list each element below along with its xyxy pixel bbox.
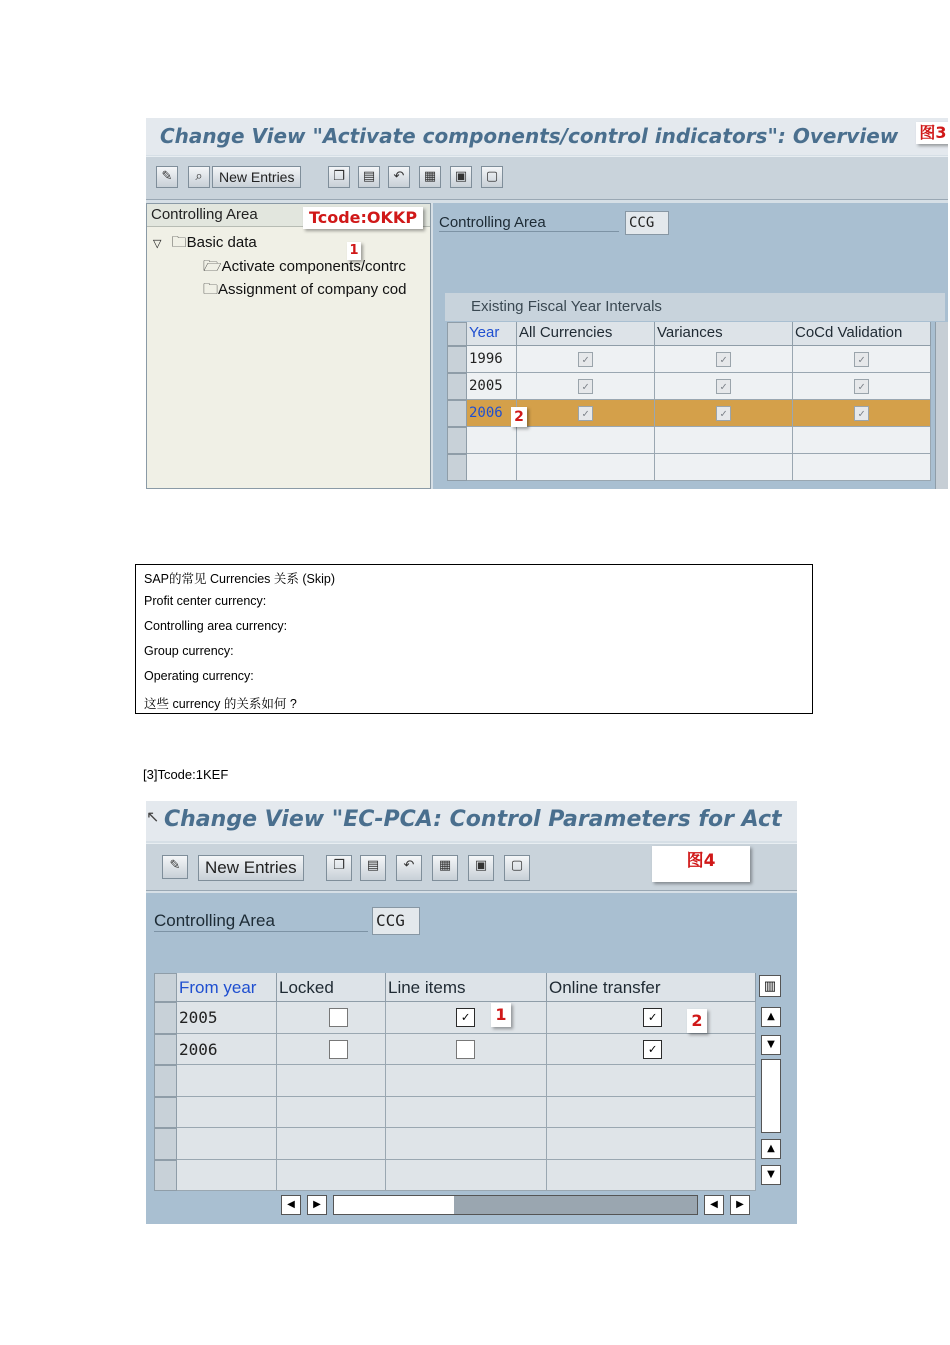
scroll-left-icon[interactable]: ◀ bbox=[281, 1195, 301, 1215]
online-transfer-cell bbox=[547, 1002, 756, 1034]
column-header-line-items[interactable]: Line items bbox=[386, 973, 547, 1002]
cocd-validation-cell bbox=[793, 454, 931, 481]
select-block-icon[interactable]: ▣ bbox=[468, 855, 494, 881]
variances-cell bbox=[655, 400, 793, 427]
copy-icon[interactable]: ❐ bbox=[328, 166, 350, 188]
deselect-all-icon[interactable]: ▢ bbox=[504, 855, 530, 881]
vertical-scrollbar[interactable] bbox=[758, 1003, 784, 1193]
tree-item-assignment-company-code[interactable] bbox=[203, 279, 427, 304]
online-transfer-cell bbox=[547, 1097, 756, 1129]
line-items-cell bbox=[386, 1034, 547, 1066]
all-currencies-cell bbox=[517, 454, 655, 481]
locked-cell bbox=[277, 1160, 386, 1192]
column-header-online-transfer[interactable]: Online transfer bbox=[547, 973, 756, 1002]
folder-icon: 🗀 bbox=[203, 281, 219, 298]
marker-1: 1 bbox=[347, 242, 361, 260]
deselect-all-icon[interactable]: ▢ bbox=[481, 166, 503, 188]
scroll-down-icon[interactable]: ▼ bbox=[761, 1035, 781, 1055]
tree-item-label: Assignment of company cod bbox=[218, 281, 407, 298]
variances-cell bbox=[655, 373, 793, 400]
locked-checkbox[interactable] bbox=[329, 1008, 348, 1027]
locked-cell bbox=[277, 1097, 386, 1129]
window-title: Change View "Activate components/control indicators": Overview bbox=[160, 124, 899, 148]
cocd-validation-cell bbox=[793, 373, 931, 400]
notes-line: Group currency: bbox=[144, 644, 234, 658]
scroll-right-icon[interactable]: ▶ bbox=[307, 1195, 327, 1215]
line-items-cell bbox=[386, 1160, 547, 1192]
cocd-validation-cell bbox=[793, 346, 931, 373]
variances-cell bbox=[655, 346, 793, 373]
tree-header: Controlling Area bbox=[147, 204, 430, 227]
horizontal-scrollbar[interactable] bbox=[278, 1192, 758, 1218]
change-display-icon[interactable]: ✎ bbox=[162, 855, 188, 879]
all-currencies-cell bbox=[517, 373, 655, 400]
online-transfer-cell bbox=[547, 1160, 756, 1192]
column-header-locked[interactable]: Locked bbox=[277, 973, 386, 1002]
tree-item-label: Activate components/contrc bbox=[221, 258, 406, 275]
toolbar bbox=[146, 156, 948, 200]
line-items-cell bbox=[386, 1128, 547, 1160]
cocd-validation-cell bbox=[793, 400, 931, 427]
line-items-cell bbox=[386, 1097, 547, 1129]
scroll-page-down-icon[interactable]: ▼ bbox=[761, 1165, 781, 1185]
row-selector[interactable] bbox=[447, 346, 467, 373]
year-cell: 2005 bbox=[467, 373, 517, 400]
control-parameters-table bbox=[154, 973, 786, 1191]
scroll-track[interactable] bbox=[333, 1195, 698, 1215]
notes-line: Profit center currency: bbox=[144, 594, 267, 608]
year-cell: 1996 bbox=[467, 346, 517, 373]
scroll-track[interactable] bbox=[761, 1059, 781, 1133]
select-all-rows[interactable] bbox=[154, 973, 177, 1002]
line-items-cell bbox=[386, 1065, 547, 1097]
change-display-icon[interactable]: ✎ bbox=[156, 166, 178, 188]
variances-cell bbox=[655, 454, 793, 481]
variances-checkbox[interactable]: ✓ bbox=[716, 379, 731, 394]
tree-item-label: Basic data bbox=[186, 234, 257, 251]
marker-2: 2 bbox=[511, 407, 527, 427]
controlling-area-field[interactable]: CCG bbox=[625, 211, 669, 235]
from-year-cell: 2005 bbox=[177, 1002, 277, 1034]
new-entries-button[interactable]: New Entries bbox=[212, 166, 301, 188]
select-all-rows[interactable] bbox=[447, 322, 467, 346]
online-transfer-cell bbox=[547, 1128, 756, 1160]
open-folder-icon: 🗁 bbox=[203, 258, 222, 275]
row-selector[interactable] bbox=[154, 1160, 177, 1192]
variances-checkbox[interactable]: ✓ bbox=[716, 406, 731, 421]
delete-icon[interactable]: ▤ bbox=[358, 166, 380, 188]
cocd-validation-cell bbox=[793, 427, 931, 454]
tree-item-basic-data[interactable] bbox=[153, 232, 257, 257]
select-block-icon[interactable]: ▣ bbox=[450, 166, 472, 188]
row-selector[interactable] bbox=[447, 427, 467, 454]
title-bar bbox=[146, 118, 948, 155]
table-title: Existing Fiscal Year Intervals bbox=[445, 293, 945, 321]
currency-notes-box bbox=[135, 564, 813, 714]
select-all-icon[interactable]: ▦ bbox=[432, 855, 458, 881]
column-header-all-currencies[interactable]: All Currencies bbox=[517, 322, 655, 346]
marker-2: 2 bbox=[687, 1009, 707, 1033]
line-items-checkbox[interactable] bbox=[456, 1040, 475, 1059]
locked-cell bbox=[277, 1128, 386, 1160]
row-selector[interactable] bbox=[154, 1002, 177, 1034]
variances-cell bbox=[655, 427, 793, 454]
window-title: Change View "EC-PCA: Control Parameters for Act bbox=[164, 807, 782, 832]
all-currencies-cell bbox=[517, 427, 655, 454]
controlling-area-label: Controlling Area bbox=[439, 214, 619, 232]
figure-tag: 图4 bbox=[652, 846, 750, 882]
row-selector[interactable] bbox=[154, 1128, 177, 1160]
year-cell bbox=[467, 454, 517, 481]
marker-1: 1 bbox=[491, 1003, 511, 1027]
scroll-right-icon[interactable]: ▶ bbox=[730, 1195, 750, 1215]
all-currencies-checkbox[interactable]: ✓ bbox=[578, 379, 593, 394]
online-transfer-cell bbox=[547, 1034, 756, 1066]
row-selector[interactable] bbox=[154, 1034, 177, 1066]
all-currencies-checkbox[interactable]: ✓ bbox=[578, 406, 593, 421]
column-header-cocd-validation[interactable]: CoCd Validation bbox=[793, 322, 931, 346]
row-selector[interactable] bbox=[154, 1097, 177, 1129]
row-selector[interactable] bbox=[447, 373, 467, 400]
locked-cell bbox=[277, 1065, 386, 1097]
from-year-cell: 2006 bbox=[177, 1034, 277, 1066]
cocd-validation-checkbox[interactable]: ✓ bbox=[854, 379, 869, 394]
column-header-variances[interactable]: Variances bbox=[655, 322, 793, 346]
collapse-icon[interactable]: ▽ bbox=[153, 238, 162, 250]
column-header-from-year[interactable]: From year bbox=[177, 973, 277, 1002]
row-selector[interactable] bbox=[154, 1065, 177, 1097]
all-currencies-cell bbox=[517, 400, 655, 427]
new-entries-button[interactable]: New Entries bbox=[198, 855, 304, 881]
notes-line: Controlling area currency: bbox=[144, 619, 288, 633]
tree-item-activate-components[interactable] bbox=[203, 256, 427, 281]
from-year-cell bbox=[177, 1097, 277, 1129]
locked-checkbox[interactable] bbox=[329, 1040, 348, 1059]
dialog-structure-tree bbox=[146, 203, 431, 489]
find-icon[interactable]: ⌕ bbox=[188, 166, 210, 188]
controlling-area-field[interactable]: CCG bbox=[372, 907, 420, 935]
cocd-validation-checkbox[interactable]: ✓ bbox=[854, 406, 869, 421]
table-scrollbar[interactable] bbox=[935, 322, 948, 489]
cocd-validation-checkbox[interactable]: ✓ bbox=[854, 352, 869, 367]
scroll-thumb[interactable] bbox=[334, 1196, 454, 1214]
screenshot-1kef bbox=[146, 801, 797, 1224]
select-all-icon[interactable]: ▦ bbox=[419, 166, 441, 188]
line-items-cell bbox=[386, 1002, 547, 1034]
screenshot-okkp bbox=[146, 118, 948, 489]
online-transfer-checkbox[interactable]: ✓ bbox=[643, 1040, 662, 1059]
undo-icon[interactable]: ↶ bbox=[396, 855, 422, 881]
online-transfer-cell bbox=[547, 1065, 756, 1097]
locked-cell bbox=[277, 1002, 386, 1034]
toolbar bbox=[146, 843, 797, 891]
folder-icon: 🗀 bbox=[171, 234, 187, 251]
scroll-up-icon[interactable]: ▲ bbox=[761, 1007, 781, 1027]
from-year-cell bbox=[177, 1160, 277, 1192]
figure-tag: 图3 bbox=[916, 122, 948, 144]
title-bar bbox=[146, 801, 797, 841]
section-caption: [3]Tcode:1KEF bbox=[143, 767, 229, 782]
year-cell: 2006 bbox=[467, 400, 517, 427]
from-year-cell bbox=[177, 1128, 277, 1160]
table-settings-icon[interactable]: ▥ bbox=[759, 975, 781, 997]
delete-icon[interactable]: ▤ bbox=[360, 855, 386, 881]
row-selector[interactable] bbox=[447, 400, 467, 427]
controlling-area-label: Controlling Area bbox=[154, 911, 368, 932]
undo-icon[interactable]: ↶ bbox=[388, 166, 410, 188]
notes-line: Operating currency: bbox=[144, 669, 254, 683]
notes-line: 这些 currency 的关系如何 ? bbox=[144, 697, 297, 711]
online-transfer-checkbox[interactable]: ✓ bbox=[643, 1008, 662, 1027]
tcode-tag: Tcode:OKKP bbox=[303, 207, 423, 229]
from-year-cell bbox=[177, 1065, 277, 1097]
scroll-page-up-icon[interactable]: ▲ bbox=[761, 1139, 781, 1159]
line-items-checkbox[interactable]: ✓ bbox=[456, 1008, 475, 1027]
cursor-icon: ↖ bbox=[146, 809, 160, 826]
all-currencies-checkbox[interactable]: ✓ bbox=[578, 352, 593, 367]
overview-panel bbox=[433, 203, 948, 489]
notes-line: SAP的常见 Currencies 关系 (Skip) bbox=[144, 572, 336, 586]
variances-checkbox[interactable]: ✓ bbox=[716, 352, 731, 367]
locked-cell bbox=[277, 1034, 386, 1066]
fiscal-year-table bbox=[445, 322, 948, 489]
copy-icon[interactable]: ❐ bbox=[326, 855, 352, 881]
row-selector[interactable] bbox=[447, 454, 467, 481]
all-currencies-cell bbox=[517, 346, 655, 373]
control-parameters-panel bbox=[146, 893, 797, 1224]
column-header-year[interactable]: Year bbox=[467, 322, 517, 346]
year-cell bbox=[467, 427, 517, 454]
scroll-left-icon[interactable]: ◀ bbox=[704, 1195, 724, 1215]
